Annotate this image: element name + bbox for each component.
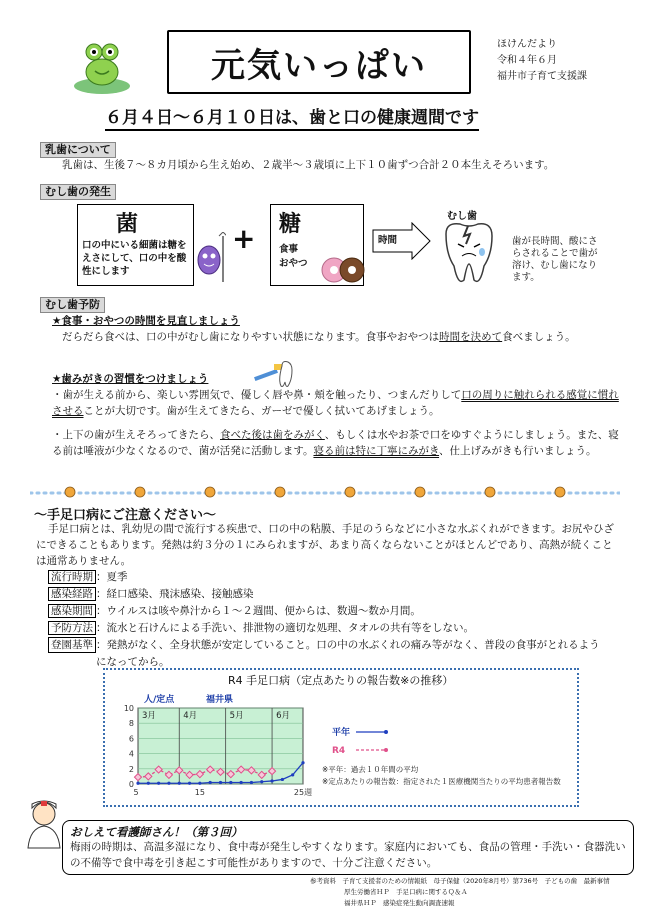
reference-line: 厚生労働省ＨＰ 手足口病に関するＱ＆Ａ [344, 888, 468, 896]
x-tick-label: 5 [133, 788, 139, 797]
data-point [188, 782, 191, 785]
y-tick-label: 8 [128, 719, 134, 729]
plus-sign: + [232, 222, 256, 255]
hfmd-table [48, 569, 618, 671]
chart-svg [108, 688, 573, 803]
legend-label: 平年 [332, 728, 351, 738]
chart-note: ※定点あたりの報告数：指定された１医療機関当たりの平均患者報告数 [322, 777, 561, 786]
legend-label: R4 [332, 746, 346, 756]
legend-marker [384, 748, 388, 752]
nurse-icon [22, 798, 66, 850]
text-part: 寝る前は特に丁寧にみがき [313, 445, 440, 457]
nurse-text: 梅雨の時期は、高温多湿になり、食中毒が発生しやすくなります。家庭内においても、食品の管理・手洗い・食器洗いの不備等で食中毒を引き起こす可能性がありますので、十分ご注意ください。 [70, 841, 626, 869]
sugar-line: 食事 [279, 244, 299, 255]
donut-icon [318, 252, 368, 286]
data-point [229, 781, 232, 784]
row-label: 登園基準 [48, 637, 96, 653]
hfmd-row [48, 569, 618, 586]
month-label: 3月 [142, 711, 156, 721]
data-point [157, 782, 160, 785]
reference-line: 参考資料 子育て支援者のための情報紙 母子保健（2020年8月号）第736号 子どもの歯 最新事情 [310, 877, 610, 885]
text-part: 、もしくは水やお茶で口をゆすぐようにしましょう。また、寝る前は唾液が少なくなるので、菌が活発に活動します。 [52, 429, 619, 457]
y-tick-label: 0 [128, 780, 134, 789]
data-point [240, 781, 243, 784]
issuer-info [497, 37, 587, 85]
yobo-bullet2 [52, 427, 622, 459]
frog-illustration [72, 38, 134, 96]
month-label: 6月 [276, 711, 290, 721]
data-point [147, 782, 150, 785]
data-point [270, 779, 273, 782]
text-part: 時間を決めて [439, 331, 503, 343]
chart-note: ※平年：過去１０年間の平均 [322, 765, 419, 774]
germ-box [77, 204, 194, 286]
newsletter-title: 元気いっぱい [167, 30, 471, 94]
row-value: ：発熱がなく、全身状態が安定していること。口の中の水ぶくれの痛み等がなく、普段の食事がとれるようになってから。 [96, 639, 600, 668]
germ-title: 菌 [116, 212, 139, 237]
row-label: 感染経路 [48, 587, 96, 601]
cavity-label: むし歯 [447, 211, 477, 222]
yobo-item1-title: ★食事・おやつの時間を見直しましょう [52, 315, 240, 327]
nurse-title: おしえて看護師さん！（第３回） [70, 825, 243, 839]
germ-icon [192, 232, 226, 284]
text-part: ・上下の歯が生えそろってきたら、 [52, 429, 220, 441]
data-point [291, 773, 294, 776]
row-label: 予防方法 [48, 621, 96, 635]
snail-divider [30, 486, 620, 500]
text-part: 、仕上げみがきも行いましょう。 [439, 445, 597, 457]
yobo-item1-text [62, 329, 620, 345]
y-tick-label: 6 [128, 734, 134, 744]
x-tick-label: 25週 [293, 788, 313, 797]
yobo-heading: むし歯予防 [40, 297, 105, 313]
y-tick-label: 4 [128, 749, 134, 759]
row-value: ：流水と石けんによる手洗い、排泄物の適切な処理、タオルの共有等をしない。 [96, 622, 474, 634]
sugar-lines [279, 243, 308, 271]
legend-marker [384, 730, 388, 734]
y-tick-label: 10 [123, 704, 134, 713]
data-point [260, 780, 263, 783]
sugar-title: 糖 [279, 212, 302, 237]
data-point [250, 781, 253, 784]
text-part: 食べた後は歯をみがく [220, 429, 325, 441]
nyushi-text: 乳歯は、生後７～８カ月頃から生え始め、２歳半～３歳頃に上下１０歯ずつ合計２０本生えそろいます。 [62, 159, 555, 171]
y-tick-label: 2 [128, 764, 134, 774]
row-value: ：経口感染、飛沫感染、接触感染 [96, 588, 254, 600]
headline: ６月４日～６月１０日は、歯と口の健康週間です [105, 103, 479, 131]
reference-line: 福井県ＨＰ 感染症発生動向調査速報 [344, 899, 455, 907]
yobo-item2-title: ★歯みがきの習慣をつけましょう [52, 373, 209, 385]
info-line: ほけんだより [497, 39, 557, 50]
result-text: 歯が長時間、酸にさらされることで歯が溶け、むし歯になります。 [512, 236, 598, 283]
month-label: 4月 [183, 711, 198, 721]
row-value: ：夏季 [96, 571, 128, 583]
data-point [198, 782, 201, 785]
data-point [209, 781, 212, 784]
yobo-bullet1 [52, 387, 622, 419]
text-part: 食べましょう。 [502, 331, 576, 343]
hfmd-row [48, 620, 618, 637]
cavity-tooth-icon [438, 220, 500, 288]
region-label: 福井県 [206, 695, 234, 705]
y-axis-label: 人/定点 [144, 695, 175, 705]
info-line: 令和４年６月 [497, 55, 557, 66]
data-point [301, 761, 304, 764]
row-label: 流行時期 [48, 570, 96, 584]
toothbrush-icon [252, 360, 294, 390]
data-point [219, 781, 222, 784]
hfmd-heading: ～手足口病にご注意ください～ [34, 508, 217, 523]
data-point [136, 782, 139, 785]
hfmd-row [48, 603, 618, 620]
text-part: ことが大切です。歯が生えてきたら、ガーゼで優しく拭いてあげましょう。 [83, 405, 440, 417]
hfmd-row [48, 637, 618, 671]
hfmd-intro: 手足口病とは、乳幼児の間で流行する疾患で、口の中の粘膜、手足のうらなどに小さな水ぶくれができます。お尻やひざにできることもあります。発熱は約３分の１にみられますが、あまり高くならないことがほとんどであり、高熱が続くことは通常ありません。 [36, 523, 614, 567]
time-label: 時間 [378, 235, 398, 246]
row-label: 感染期間 [48, 604, 96, 618]
chart-title: R4 手足口病（定点あたりの報告数※の推移） [228, 674, 454, 687]
sugar-line: おやつ [279, 258, 308, 269]
data-point [167, 782, 170, 785]
x-tick-label: 15 [194, 788, 205, 797]
data-point [178, 782, 181, 785]
data-point [281, 778, 284, 781]
text-part: 口の周りに触れられる感覚に慣れさせる [52, 389, 619, 417]
info-line: 福井市子育て支援課 [497, 71, 587, 82]
text-part: ・歯が生える前から、楽しい雰囲気で、優しく唇や鼻・頬を触ったり、つまんだりして [52, 389, 462, 401]
text-part: だらだら食べは、口の中がむし歯になりやすい状態になります。食事やおやつは [62, 331, 440, 343]
nyushi-heading: 乳歯について [40, 142, 116, 158]
hassei-heading: むし歯の発生 [40, 184, 116, 200]
hfmd-row [48, 586, 618, 603]
month-label: 5月 [229, 711, 244, 721]
row-value: ：ウイルスは咳や鼻汁から１～２週間、便からは、数週～数か月間。 [96, 605, 421, 617]
germ-text: 口の中にいる細菌は糖をえさにして、口の中を酸性にします [82, 240, 187, 277]
references [310, 876, 610, 909]
